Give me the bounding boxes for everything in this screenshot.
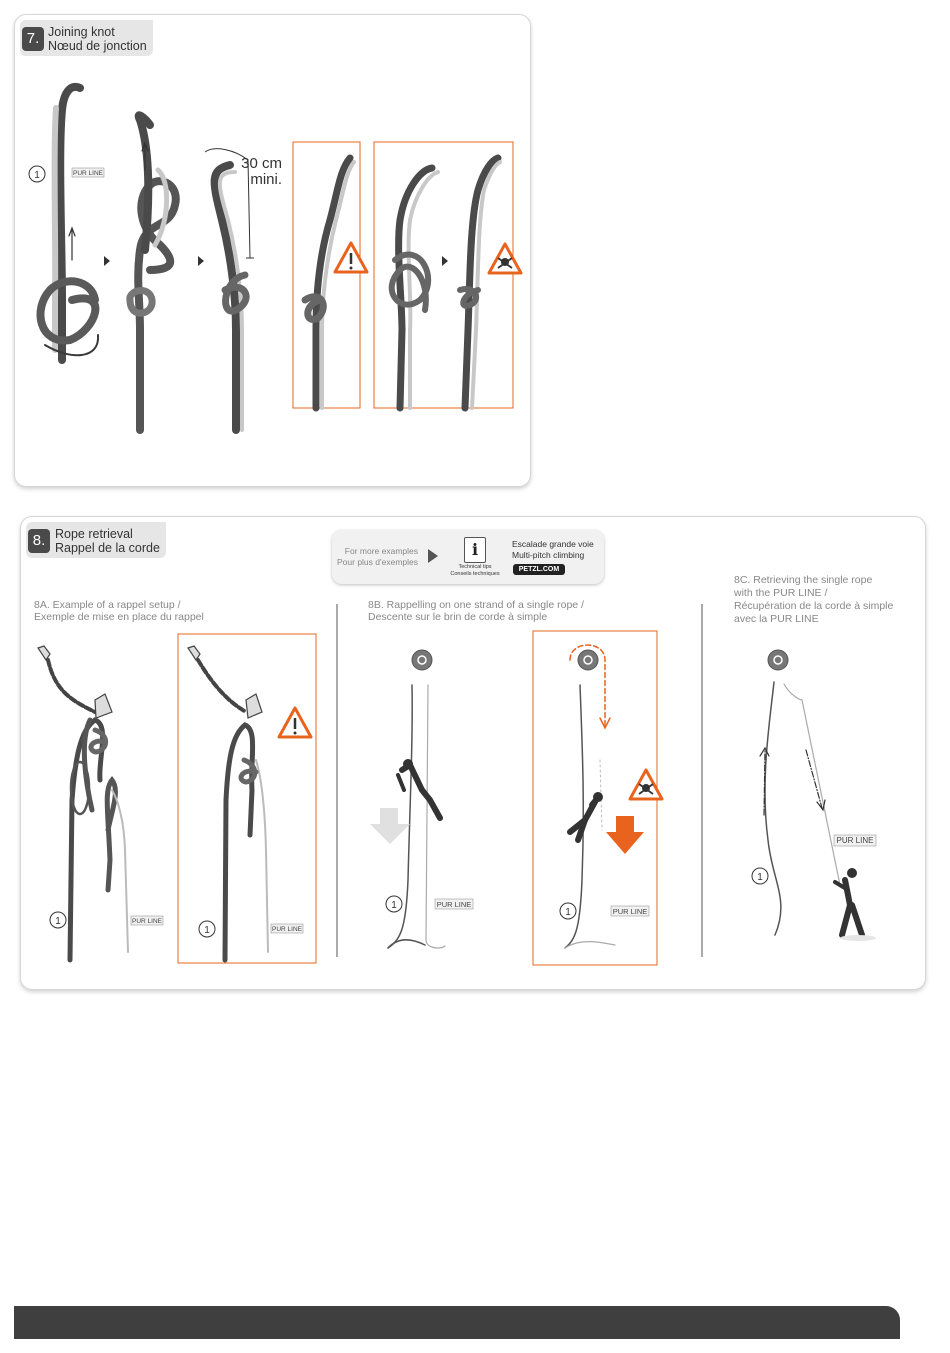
rope-tag-label: PUR LINE (272, 926, 302, 933)
caption-8c-line2: with the PUR LINE / (734, 587, 828, 599)
caption-8b-line2: Descente sur le brin de corde à simple (368, 611, 548, 623)
fall-arrow-icon (606, 816, 644, 854)
circle-marker-1-label: 1 (55, 916, 61, 927)
section-7-title-en: Joining knot (48, 25, 115, 39)
footer-bar (14, 1306, 900, 1339)
circle-marker-1-label: 1 (565, 907, 571, 918)
info-tips-en: Technical tips (458, 564, 492, 570)
info-tips-fr: Conseils techniques (450, 571, 500, 577)
caption-8a-line1: 8A. Example of a rappel setup / (34, 599, 181, 611)
warning-triangle-icon (279, 708, 311, 737)
rope-tag-label: PUR LINE (836, 836, 874, 845)
section-8-title-fr: Rappel de la corde (55, 541, 160, 555)
rope-tag-label: PUR LINE (612, 907, 648, 916)
section-7-number: 7. (22, 27, 44, 51)
rope-retrieval-8c (760, 650, 876, 941)
length-suffix: mini. (250, 171, 282, 188)
down-arrow-icon (370, 808, 410, 844)
section-8-number: 8. (28, 529, 50, 553)
length-value: 30 cm (241, 155, 282, 172)
rappel-setup-incorrect (188, 646, 268, 960)
caption-8b-line1: 8B. Rappelling on one strand of a single rope / (368, 599, 584, 611)
circle-marker-1-label: 1 (204, 925, 210, 936)
rope-tag-label: PUR LINE (132, 918, 162, 925)
caption-8c-line3: Récupération de la corde à simple (734, 600, 894, 612)
rappel-one-strand-incorrect (565, 645, 615, 948)
info-link-en[interactable]: Multi-pitch climbing (512, 550, 585, 560)
rappel-setup-correct (38, 646, 128, 960)
info-more-en: For more examples (344, 546, 418, 556)
warning-frame-8a (178, 634, 316, 963)
info-link-fr[interactable]: Escalade grande voie (512, 539, 594, 549)
info-more-fr: Pour plus d'exemples (337, 557, 418, 567)
rope-tag-label: PUR LINE (436, 900, 472, 909)
section-7-title-fr: Nœud de jonction (48, 39, 147, 53)
info-book-icon: i (464, 537, 486, 563)
caption-8c-line4: avec la PUR LINE (734, 613, 819, 625)
petzl-site-badge[interactable]: PETZL.COM (513, 564, 565, 575)
anchor-ring-icon (768, 650, 788, 670)
section-8-title-en: Rope retrieval (55, 527, 133, 541)
caption-8a-line2: Exemple de mise en place du rappel (34, 611, 204, 623)
rope-tag-label: PUR LINE (73, 170, 103, 177)
circle-marker-1-label: 1 (34, 170, 40, 181)
circle-marker-1-label: 1 (391, 900, 397, 911)
circle-marker-1-label: 1 (757, 872, 763, 883)
caption-8c-line1: 8C. Retrieving the single rope (734, 574, 873, 586)
